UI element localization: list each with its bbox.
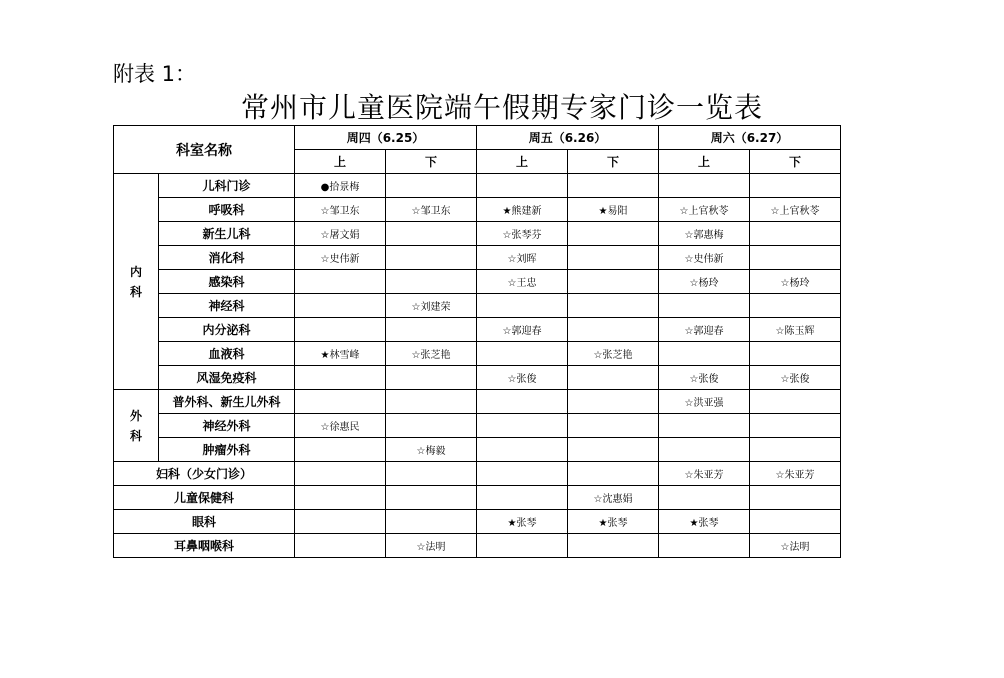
table-row [114,390,841,414]
dept-name: 神经科 [159,294,295,318]
schedule-cell [750,174,841,198]
dept-column-header: 科室名称 [114,126,295,174]
schedule-cell: ★张琴 [477,510,568,534]
schedule-cell [659,486,750,510]
dept-name: 血液科 [159,342,295,366]
schedule-cell [295,390,386,414]
table-row [114,318,841,342]
schedule-cell: ☆张芝艳 [386,342,477,366]
schedule-cell: ☆郭惠梅 [659,222,750,246]
day-header: 周六（6.27） [659,126,841,150]
table-row [114,534,841,558]
schedule-cell [750,486,841,510]
schedule-cell [568,318,659,342]
schedule-cell: ☆史伟新 [659,246,750,270]
appendix-label: 附表 1： [113,62,197,86]
slot-header: 上 [477,150,568,174]
schedule-cell [750,342,841,366]
table-row [114,486,841,510]
schedule-cell: ☆上官秋苓 [750,198,841,222]
schedule-cell [386,270,477,294]
table-row [114,270,841,294]
schedule-cell [750,294,841,318]
dept-name: 耳鼻咽喉科 [114,534,295,558]
schedule-cell [386,318,477,342]
schedule-cell [386,390,477,414]
dept-name: 内分泌科 [159,318,295,342]
dept-name: 消化科 [159,246,295,270]
schedule-cell [568,438,659,462]
slot-header: 下 [568,150,659,174]
schedule-cell [659,534,750,558]
schedule-cell [750,414,841,438]
table-row [114,462,841,486]
dept-group-surgery: 外 科 [114,390,159,462]
schedule-cell [295,534,386,558]
schedule-cell [386,174,477,198]
schedule-cell [568,294,659,318]
schedule-cell: ☆朱亚芳 [659,462,750,486]
dept-name: 神经外科 [159,414,295,438]
dept-name: 新生儿科 [159,222,295,246]
schedule-cell [295,366,386,390]
schedule-cell: ★张琴 [568,510,659,534]
schedule-cell: ☆屠文娟 [295,222,386,246]
schedule-cell [568,390,659,414]
table-row [114,222,841,246]
schedule-cell: ☆张芝艳 [568,342,659,366]
schedule-cell: ☆法明 [386,534,477,558]
schedule-cell [568,414,659,438]
schedule-cell [295,294,386,318]
slot-header: 下 [386,150,477,174]
schedule-cell [386,510,477,534]
schedule-cell: ☆上官秋苓 [659,198,750,222]
schedule-cell: ☆张琴芬 [477,222,568,246]
slot-header: 上 [295,150,386,174]
schedule-cell [568,174,659,198]
schedule-cell [659,414,750,438]
schedule-cell: ☆郭迎春 [659,318,750,342]
schedule-cell: ☆杨玲 [659,270,750,294]
schedule-cell: ☆张俊 [750,366,841,390]
table-row [114,510,841,534]
table-row [114,198,841,222]
dept-name: 妇科（少女门诊） [114,462,295,486]
table-row [114,294,841,318]
schedule-cell: ★熊建新 [477,198,568,222]
day-header: 周四（6.25） [295,126,477,150]
schedule-cell [477,534,568,558]
schedule-cell: ☆刘建荣 [386,294,477,318]
schedule-cell [477,342,568,366]
schedule-cell [477,462,568,486]
schedule-cell: ☆张俊 [477,366,568,390]
schedule-cell: ☆史伟新 [295,246,386,270]
schedule-cell: ☆王忠 [477,270,568,294]
schedule-cell [568,366,659,390]
schedule-cell [386,222,477,246]
schedule-cell [477,414,568,438]
schedule-cell: ☆邹卫东 [295,198,386,222]
schedule-cell [568,246,659,270]
dept-name: 儿童保健科 [114,486,295,510]
table-row [114,438,841,462]
slot-header: 上 [659,150,750,174]
schedule-cell [568,462,659,486]
schedule-cell: ☆杨玲 [750,270,841,294]
schedule-cell [568,534,659,558]
table-row [114,246,841,270]
table-row [114,174,841,198]
schedule-cell [750,222,841,246]
table-row [114,414,841,438]
schedule-cell: ★张琴 [659,510,750,534]
schedule-cell: ☆陈玉辉 [750,318,841,342]
schedule-cell [568,222,659,246]
schedule-cell [477,486,568,510]
dept-name: 儿科门诊 [159,174,295,198]
table-row [114,366,841,390]
dept-group-internal: 内 科 [114,174,159,390]
table-row [114,342,841,366]
schedule-cell [295,486,386,510]
dept-name: 普外科、新生儿外科 [159,390,295,414]
schedule-cell: ●拾景梅 [295,174,386,198]
schedule-cell: ★林雪峰 [295,342,386,366]
dept-name: 呼吸科 [159,198,295,222]
schedule-cell: ☆梅毅 [386,438,477,462]
schedule-cell: ☆邹卫东 [386,198,477,222]
page-title: 常州市儿童医院端午假期专家门诊一览表 [240,91,763,124]
schedule-cell [386,462,477,486]
schedule-cell: ☆张俊 [659,366,750,390]
schedule-cell [295,462,386,486]
schedule-cell [295,318,386,342]
schedule-cell [295,510,386,534]
dept-name: 风湿免疫科 [159,366,295,390]
slot-header: 下 [750,150,841,174]
schedule-cell [659,342,750,366]
dept-name: 感染科 [159,270,295,294]
schedule-cell: ☆沈惠娟 [568,486,659,510]
schedule-cell [477,174,568,198]
schedule-cell: ☆徐惠民 [295,414,386,438]
schedule-cell [295,270,386,294]
schedule-cell [477,390,568,414]
schedule-cell: ☆朱亚芳 [750,462,841,486]
schedule-cell [477,438,568,462]
dept-name: 眼科 [114,510,295,534]
schedule-cell: ☆刘晖 [477,246,568,270]
schedule-table [113,125,841,558]
schedule-cell: ☆郭迎春 [477,318,568,342]
schedule-cell: ☆洪亚强 [659,390,750,414]
schedule-cell [750,390,841,414]
schedule-cell [750,246,841,270]
schedule-cell: ☆法明 [750,534,841,558]
schedule-cell [295,438,386,462]
schedule-cell [750,510,841,534]
schedule-cell [477,294,568,318]
schedule-cell [568,270,659,294]
schedule-cell [659,174,750,198]
schedule-cell [386,414,477,438]
schedule-cell: ★易阳 [568,198,659,222]
day-header: 周五（6.26） [477,126,659,150]
schedule-cell [659,438,750,462]
schedule-cell [386,246,477,270]
schedule-cell [386,486,477,510]
schedule-cell [750,438,841,462]
dept-name: 肿瘤外科 [159,438,295,462]
schedule-cell [659,294,750,318]
schedule-cell [386,366,477,390]
